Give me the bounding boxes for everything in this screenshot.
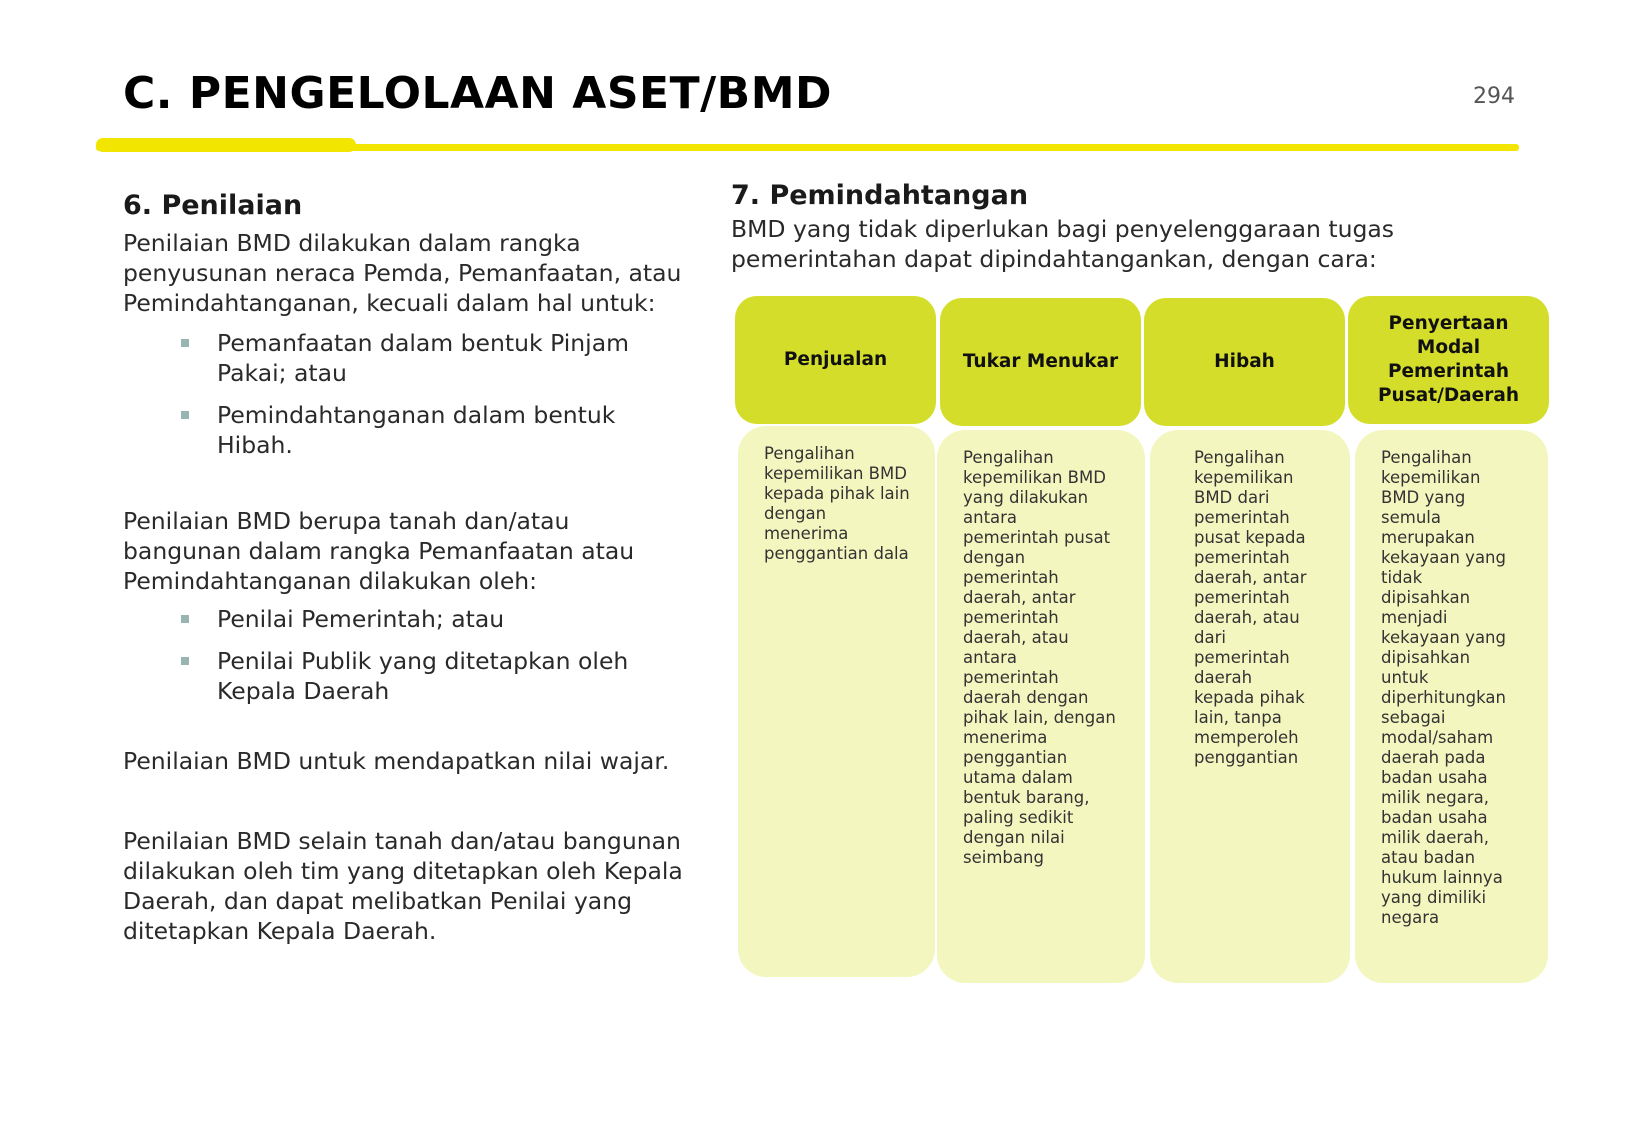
method-description: Pengalihan kepemilikan BMD yang dilakukan antara pemerintah pusat dengan pemerintah daerah, antar pemerintah daerah, atau antara pemerintah daerah dengan pihak lain, dengan menerima penggantian utama dalam bentuk barang, paling sedikit dengan nilai seimbang bbox=[963, 448, 1116, 867]
pemindahtangan-section bbox=[731, 178, 1511, 274]
title-underline-accent bbox=[96, 138, 356, 152]
penilaian-intro: Penilaian BMD dilakukan dalam rangka penyusunan neraca Pemda, Pemanfaatan, atau Pemindahtanganan, kecuali dalam hal untuk: bbox=[123, 229, 682, 317]
land-valuation-paragraph: Penilaian BMD berupa tanah dan/atau bangunan dalam rangka Pemanfaatan atau Pemindahtanganan dilakukan oleh: bbox=[123, 507, 635, 595]
bullet-square-icon bbox=[181, 615, 189, 623]
list-item: Pemanfaatan dalam bentuk Pinjam Pakai; atau bbox=[181, 328, 683, 388]
method-body-penjualan bbox=[738, 426, 935, 977]
method-body-penyertaan-modal bbox=[1355, 430, 1548, 983]
list-item: Penilai Pemerintah; atau bbox=[181, 604, 683, 634]
exception-list bbox=[123, 328, 683, 460]
penilaian-section bbox=[123, 188, 683, 946]
bullet-square-icon bbox=[181, 657, 189, 665]
page-number: 294 bbox=[1473, 84, 1515, 109]
method-header-hibah: Hibah bbox=[1144, 298, 1345, 426]
method-header-penjualan: Penjualan bbox=[735, 296, 936, 424]
page-title: C. PENGELOLAAN ASET/BMD bbox=[123, 68, 833, 119]
fair-value-paragraph: Penilaian BMD untuk mendapatkan nilai wajar. bbox=[123, 747, 670, 775]
pemindahtangan-intro: BMD yang tidak diperlukan bagi penyelenggaraan tugas pemerintahan dapat dipindahtangankan, dengan cara: bbox=[731, 215, 1395, 273]
method-header-penyertaan-modal: Penyertaan Modal Pemerintah Pusat/Daerah bbox=[1348, 296, 1549, 424]
bullet-square-icon bbox=[181, 339, 189, 347]
method-body-hibah bbox=[1150, 430, 1350, 983]
method-header-tukar-menukar: Tukar Menukar bbox=[940, 298, 1141, 426]
pemindahtangan-heading: 7. Pemindahtangan bbox=[731, 180, 1029, 211]
method-description: Pengalihan kepemilikan BMD dari pemerintah pusat kepada pemerintah daerah, antar pemerintah daerah, atau dari pemerintah daerah kepada pihak lain, tanpa memperoleh penggantian bbox=[1194, 448, 1307, 767]
list-item: Pemindahtanganan dalam bentuk Hibah. bbox=[181, 400, 683, 460]
method-description: Pengalihan kepemilikan BMD yang semula merupakan kekayaan yang tidak dipisahkan menjadi kekayaan yang dipisahkan untuk diperhitungkan sebagai modal/saham daerah pada badan usaha milik negara, badan usaha milik daerah, atau badan hukum lainnya yang dimiliki negara bbox=[1381, 448, 1506, 927]
list-item: Penilai Publik yang ditetapkan oleh Kepala Daerah bbox=[181, 646, 683, 706]
method-description: Pengalihan kepemilikan BMD kepada pihak lain dengan menerima penggantian dala bbox=[764, 444, 910, 563]
appraiser-list bbox=[123, 604, 683, 706]
non-land-paragraph: Penilaian BMD selain tanah dan/atau bangunan dilakukan oleh tim yang ditetapkan oleh Kepala Daerah, dan dapat melibatkan Penilai yang ditetapkan Kepala Daerah. bbox=[123, 827, 683, 945]
method-body-tukar-menukar bbox=[937, 430, 1145, 983]
penilaian-heading: 6. Penilaian bbox=[123, 190, 303, 221]
bullet-square-icon bbox=[181, 411, 189, 419]
